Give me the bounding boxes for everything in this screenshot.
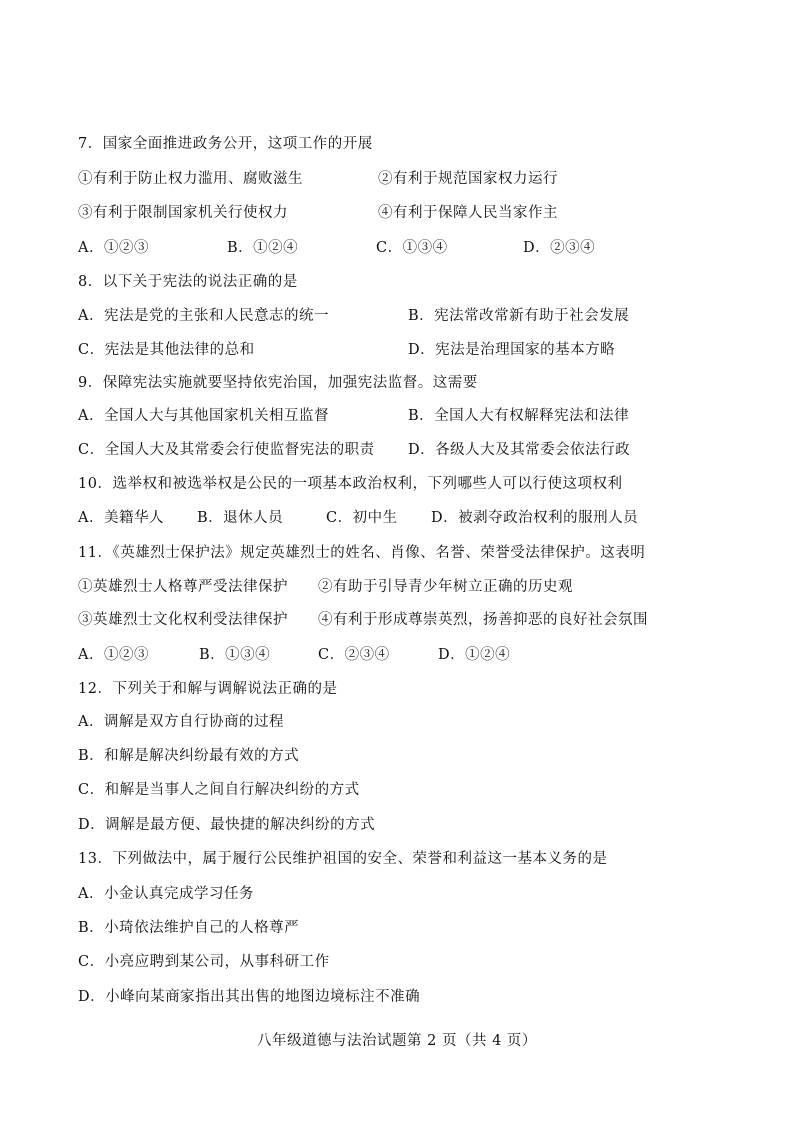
q12-option-d: D．调解是最方便、最快捷的解决纠纷的方式 xyxy=(78,817,376,833)
q7-option-a: A．①②③ xyxy=(78,240,149,256)
q13-option-c: C．小亮应聘到某公司，从事科研工作 xyxy=(78,954,330,970)
q7-option-c: C．①③④ xyxy=(376,240,448,256)
q7-statement-3: ③有利于限制国家机关行使权力 xyxy=(78,205,288,221)
q11-option-b: B．①③④ xyxy=(199,647,271,663)
q11-option-c: C．②③④ xyxy=(318,647,390,663)
question-8-stem: 8．以下关于宪法的说法正确的是 xyxy=(78,274,298,290)
q12-option-b: B．和解是解决纠纷最有效的方式 xyxy=(78,748,300,764)
q11-statement-2: ②有助于引导青少年树立正确的历史观 xyxy=(318,579,573,595)
q8-option-c: C．宪法是其他法律的总和 xyxy=(78,342,255,358)
q10-option-a: A．美籍华人 xyxy=(78,510,164,526)
q11-option-d: D．①②④ xyxy=(438,647,511,663)
q11-option-a: A．①②③ xyxy=(78,647,149,663)
q7-option-d: D．②③④ xyxy=(523,240,596,256)
q9-option-a: A．全国人大与其他国家机关相互监督 xyxy=(78,408,329,424)
q12-option-a: A．调解是双方自行协商的过程 xyxy=(78,714,284,730)
question-9-stem: 9．保障宪法实施就要坚持依宪治国，加强宪法监督。这需要 xyxy=(78,375,478,391)
page-footer: 八年级道德与法治试题第 2 页（共 4 页） xyxy=(257,1033,537,1049)
q8-option-b: B．宪法常改常新有助于社会发展 xyxy=(408,308,630,324)
q9-option-d: D．各级人大及其常委会依法行政 xyxy=(408,442,631,458)
question-12-stem: 12．下列关于和解与调解说法正确的是 xyxy=(78,681,338,697)
q11-statement-4: ④有利于形成尊崇英烈，扬善抑恶的良好社会氛围 xyxy=(318,612,648,628)
q7-statement-1: ①有利于防止权力滥用、腐败滋生 xyxy=(78,171,303,187)
q13-option-b: B．小琦依法维护自己的人格尊严 xyxy=(78,920,300,936)
q12-option-c: C．和解是当事人之间自行解决纠纷的方式 xyxy=(78,782,360,798)
question-13-stem: 13．下列做法中，属于履行公民维护祖国的安全、荣誉和利益这一基本义务的是 xyxy=(78,851,608,867)
q11-statement-3: ③英雄烈士文化权利受法律保护 xyxy=(78,612,288,628)
q10-option-b: B．退休人员 xyxy=(197,510,284,526)
q10-option-d: D．被剥夺政治权利的服刑人员 xyxy=(431,510,639,526)
q13-option-d: D．小峰向某商家指出其出售的地图边境标注不准确 xyxy=(78,989,421,1005)
question-7-stem: 7．国家全面推进政务公开，这项工作的开展 xyxy=(78,136,373,152)
q10-option-c: C．初中生 xyxy=(326,510,398,526)
q7-statement-4: ④有利于保障人民当家作主 xyxy=(378,205,558,221)
question-10-stem: 10．选举权和被选举权是公民的一项基本政治权利，下列哪些人可以行使这项权利 xyxy=(78,476,623,492)
q7-statement-2: ②有利于规范国家权力运行 xyxy=(378,171,558,187)
q9-option-c: C．全国人大及其常委会行使监督宪法的职责 xyxy=(78,442,375,458)
q13-option-a: A．小金认真完成学习任务 xyxy=(78,886,254,902)
q7-option-b: B．①②④ xyxy=(227,240,299,256)
question-11-stem: 11．《英雄烈士保护法》规定英雄烈士的姓名、肖像、名誉、荣誉受法律保护。这表明 xyxy=(78,545,646,561)
q11-statement-1: ①英雄烈士人格尊严受法律保护 xyxy=(78,579,288,595)
q8-option-a: A．宪法是党的主张和人民意志的统一 xyxy=(78,308,329,324)
q9-option-b: B．全国人大有权解释宪法和法律 xyxy=(408,408,630,424)
q8-option-d: D．宪法是治理国家的基本方略 xyxy=(408,342,616,358)
